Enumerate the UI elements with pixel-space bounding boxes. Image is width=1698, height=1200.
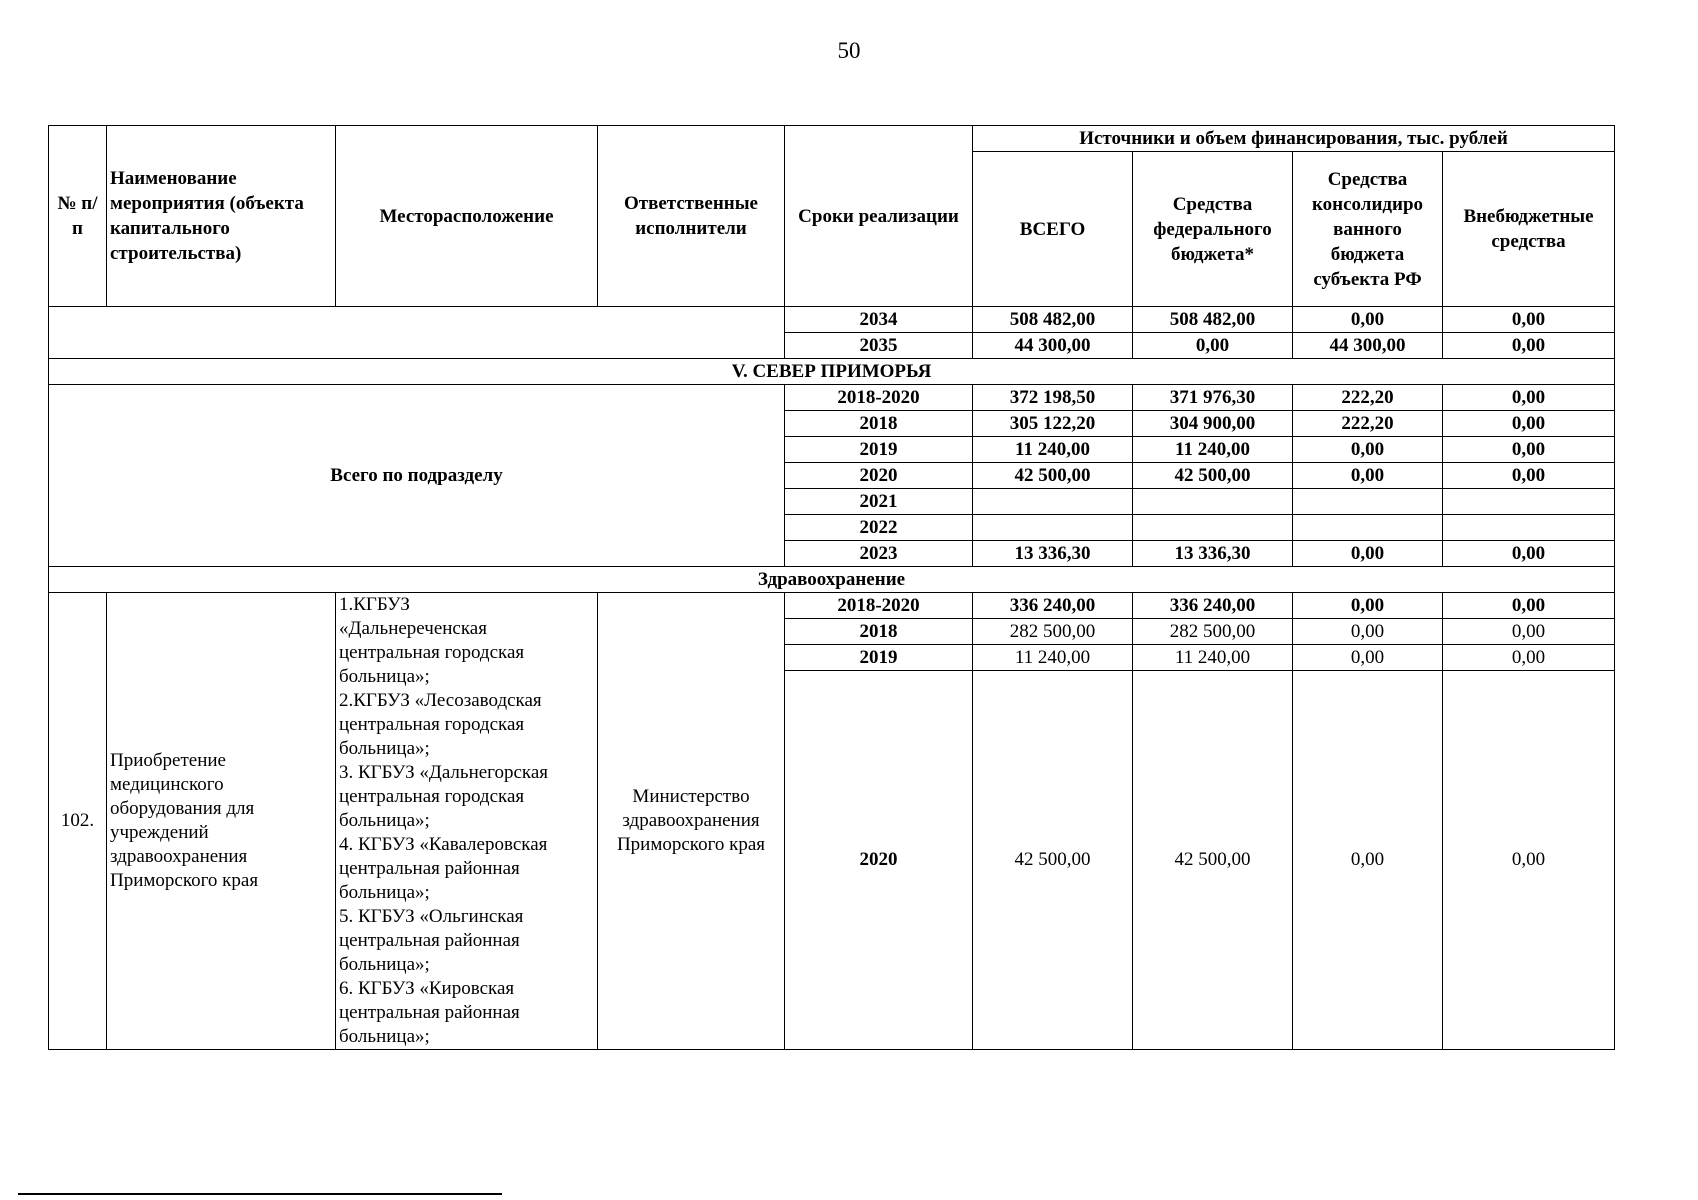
cell-year: 2018 [785,619,973,645]
subtotal-label: Всего по подразделу [49,385,785,567]
location-line: 5. КГБУЗ «Ольгинская [339,906,524,927]
location-line: центральная городская [339,714,525,735]
cell-total: 42 500,00 [973,671,1133,1050]
cell-federal: 42 500,00 [1133,671,1293,1050]
header-num: № п/п [49,126,107,307]
cell-extra [1443,489,1615,515]
cell-regional [1293,515,1443,541]
cell-regional: 222,20 [1293,411,1443,437]
location-line: больница»; [339,882,430,903]
location-line: 2.КГБУЗ «Лесозаводская [339,690,542,711]
location-line: больница»; [339,810,430,831]
cell-year: 2021 [785,489,973,515]
cell-federal: 282 500,00 [1133,619,1293,645]
cell-extra: 0,00 [1443,307,1615,333]
cell-federal: 371 976,30 [1133,385,1293,411]
page-number: 50 [837,38,861,63]
cell-federal [1133,515,1293,541]
cell-federal: 304 900,00 [1133,411,1293,437]
item-num: 102. [49,593,107,1050]
header-name: Наименование мероприятия (объекта капитального строительства) [107,126,336,307]
location-line: центральная районная [339,930,520,951]
footnote-separator [18,1193,502,1195]
table-row [49,307,1615,333]
location-line: больница»; [339,738,430,759]
cell-year: 2018-2020 [785,385,973,411]
cell-total: 42 500,00 [973,463,1133,489]
cell-total: 305 122,20 [973,411,1133,437]
cell-extra: 0,00 [1443,437,1615,463]
cell-regional: 0,00 [1293,593,1443,619]
cell-year: 2034 [785,307,973,333]
section-title-row [49,359,1615,385]
cell-year: 2023 [785,541,973,567]
cell-regional: 0,00 [1293,619,1443,645]
header-federal: Средства федерального бюджета* [1133,152,1293,307]
header-funding-group: Источники и объем финансирования, тыс. рублей [973,126,1615,152]
prev-blank-cell [49,307,785,359]
location-line: больница»; [339,954,430,975]
cell-year: 2022 [785,515,973,541]
cell-total: 11 240,00 [973,645,1133,671]
subsection-title-row [49,567,1615,593]
header-regional: Средства консолидиро ванного бюджета субъекта РФ [1293,152,1443,307]
cell-extra: 0,00 [1443,463,1615,489]
header-extra: Внебюджетные средства [1443,152,1615,307]
cell-regional: 0,00 [1293,307,1443,333]
cell-total: 336 240,00 [973,593,1133,619]
cell-total: 282 500,00 [973,619,1133,645]
table-header [49,126,1615,307]
financing-table [48,125,1615,1050]
cell-extra: 0,00 [1443,385,1615,411]
cell-regional: 222,20 [1293,385,1443,411]
location-line: «Дальнереченская [339,618,487,639]
cell-year: 2035 [785,333,973,359]
cell-regional: 0,00 [1293,671,1443,1050]
cell-regional [1293,489,1443,515]
cell-total: 44 300,00 [973,333,1133,359]
cell-year: 2020 [785,463,973,489]
cell-federal: 11 240,00 [1133,437,1293,463]
cell-federal [1133,489,1293,515]
cell-regional: 0,00 [1293,645,1443,671]
cell-extra: 0,00 [1443,645,1615,671]
location-line: 6. КГБУЗ «Кировская [339,978,515,999]
location-line: центральная городская [339,786,525,807]
location-line: 3. КГБУЗ «Дальнегорская [339,762,549,783]
header-period: Сроки реализации [785,126,973,307]
cell-regional: 0,00 [1293,463,1443,489]
cell-year: 2020 [785,671,973,1050]
location-line: центральная городская [339,642,525,663]
cell-year: 2018 [785,411,973,437]
cell-year: 2018-2020 [785,593,973,619]
location-line: 4. КГБУЗ «Кавалеровская [339,834,548,855]
table-row [49,385,1615,411]
header-executors: Ответственные исполнители [598,126,785,307]
cell-total: 11 240,00 [973,437,1133,463]
cell-federal: 0,00 [1133,333,1293,359]
header-location: Месторасположение [336,126,598,307]
cell-extra: 0,00 [1443,619,1615,645]
cell-extra: 0,00 [1443,333,1615,359]
item-location [336,593,598,1050]
cell-year: 2019 [785,645,973,671]
cell-extra: 0,00 [1443,593,1615,619]
cell-federal: 42 500,00 [1133,463,1293,489]
cell-year: 2019 [785,437,973,463]
cell-regional: 0,00 [1293,541,1443,567]
cell-federal: 11 240,00 [1133,645,1293,671]
header-total: ВСЕГО [973,152,1133,307]
cell-total: 508 482,00 [973,307,1133,333]
location-line: больница»; [339,666,430,687]
table-row [49,593,1615,619]
cell-federal: 13 336,30 [1133,541,1293,567]
cell-total [973,489,1133,515]
item-executors: Министерство здравоохранения Приморского края [598,593,785,1050]
cell-regional: 0,00 [1293,437,1443,463]
cell-extra: 0,00 [1443,671,1615,1050]
cell-total: 372 198,50 [973,385,1133,411]
subsection-title: Здравоохранение [49,567,1615,593]
cell-extra: 0,00 [1443,411,1615,437]
location-line: 1.КГБУЗ [339,594,410,615]
location-line: центральная районная [339,1002,520,1023]
cell-regional: 44 300,00 [1293,333,1443,359]
cell-total [973,515,1133,541]
section-title: V. СЕВЕР ПРИМОРЬЯ [49,359,1615,385]
cell-extra: 0,00 [1443,541,1615,567]
item-name: Приобретение медицинского оборудования для учреждений здравоохранения Приморского края [107,593,336,1050]
cell-extra [1443,515,1615,541]
cell-federal: 508 482,00 [1133,307,1293,333]
location-line: центральная районная [339,858,520,879]
cell-federal: 336 240,00 [1133,593,1293,619]
location-line: больница»; [339,1026,430,1047]
cell-total: 13 336,30 [973,541,1133,567]
